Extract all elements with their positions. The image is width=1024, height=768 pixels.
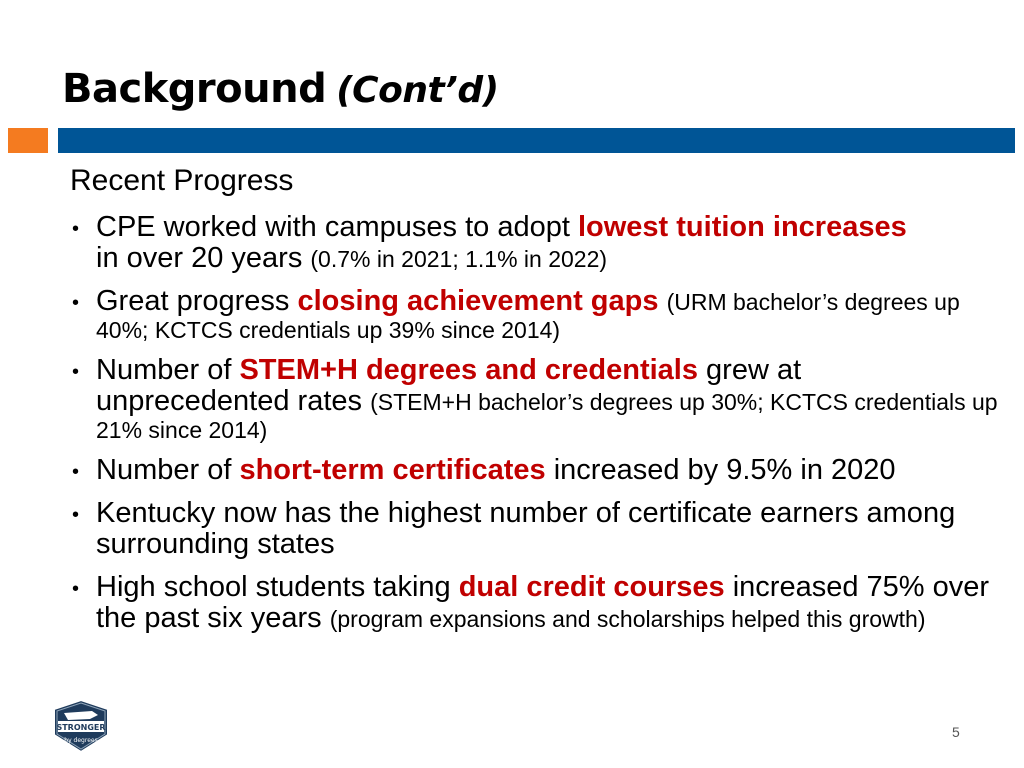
bullet-text: High school students taking <box>96 571 459 603</box>
bullet-item <box>70 572 1000 634</box>
title-main: Background <box>62 66 327 112</box>
orange-accent-square <box>8 128 48 153</box>
bullet-dot-icon: • <box>72 292 80 314</box>
bullet-highlight: short-term certificates <box>239 454 546 486</box>
bullet-item <box>70 498 1000 560</box>
page-number: 5 <box>952 724 960 740</box>
bullet-dot-icon: • <box>72 361 80 383</box>
bullet-text: Great progress <box>96 285 298 317</box>
bullet-text: Number of <box>96 454 240 486</box>
bullet-item <box>70 355 1000 443</box>
bullet-text-cont: increased 75% over the past six years <box>96 571 990 634</box>
bullet-text-cont: increased by 9.5% in 2020 <box>545 454 896 486</box>
bullet-text-cont: in over 20 years <box>96 242 311 274</box>
bullet-detail: (STEM+H bachelor’s degrees up 30%; KCTCS credentials up 21% since 2014) <box>96 389 998 443</box>
slide-title <box>62 66 499 112</box>
bullet-text: CPE worked with campuses to adopt <box>96 211 578 243</box>
bullet-highlight: lowest tuition increases <box>577 211 907 243</box>
bullet-highlight: dual credit courses <box>458 571 725 603</box>
bullet-detail: (program expansions and scholarships helped this growth) <box>329 606 926 632</box>
blue-title-bar <box>58 128 1015 153</box>
logo-text-top: STRONGER <box>56 723 106 732</box>
bullet-text-cont <box>659 285 667 317</box>
logo-text-bottom: by degrees <box>64 737 98 744</box>
bullet-text-cont: grew at unprecedented rates <box>96 354 802 417</box>
bullet-item <box>70 212 1000 274</box>
bullet-dot-icon: • <box>72 218 80 240</box>
title-subtitle: (Cont’d) <box>336 70 499 111</box>
bullet-detail: (0.7% in 2021; 1.1% in 2022) <box>310 246 608 272</box>
bullet-dot-icon: • <box>72 504 80 526</box>
bullet-item <box>70 455 1000 486</box>
section-heading: Recent Progress <box>70 164 294 197</box>
bullet-dot-icon: • <box>72 461 80 483</box>
bullet-text: Number of <box>96 354 240 386</box>
bullet-highlight: closing achievement gaps <box>297 285 659 317</box>
stronger-by-degrees-logo-icon <box>50 699 112 753</box>
bullet-detail: (URM bachelor’s degrees up 40%; KCTCS credentials up 39% since 2014) <box>96 289 960 343</box>
bullet-highlight: STEM+H degrees and credentials <box>239 354 698 386</box>
bullet-dot-icon: • <box>72 578 80 600</box>
bullet-list <box>70 212 1000 634</box>
slide-body <box>70 164 1000 646</box>
bullet-item <box>70 286 1000 343</box>
bullet-text: Kentucky now has the highest number of certificate earners among surrounding states <box>96 497 956 560</box>
